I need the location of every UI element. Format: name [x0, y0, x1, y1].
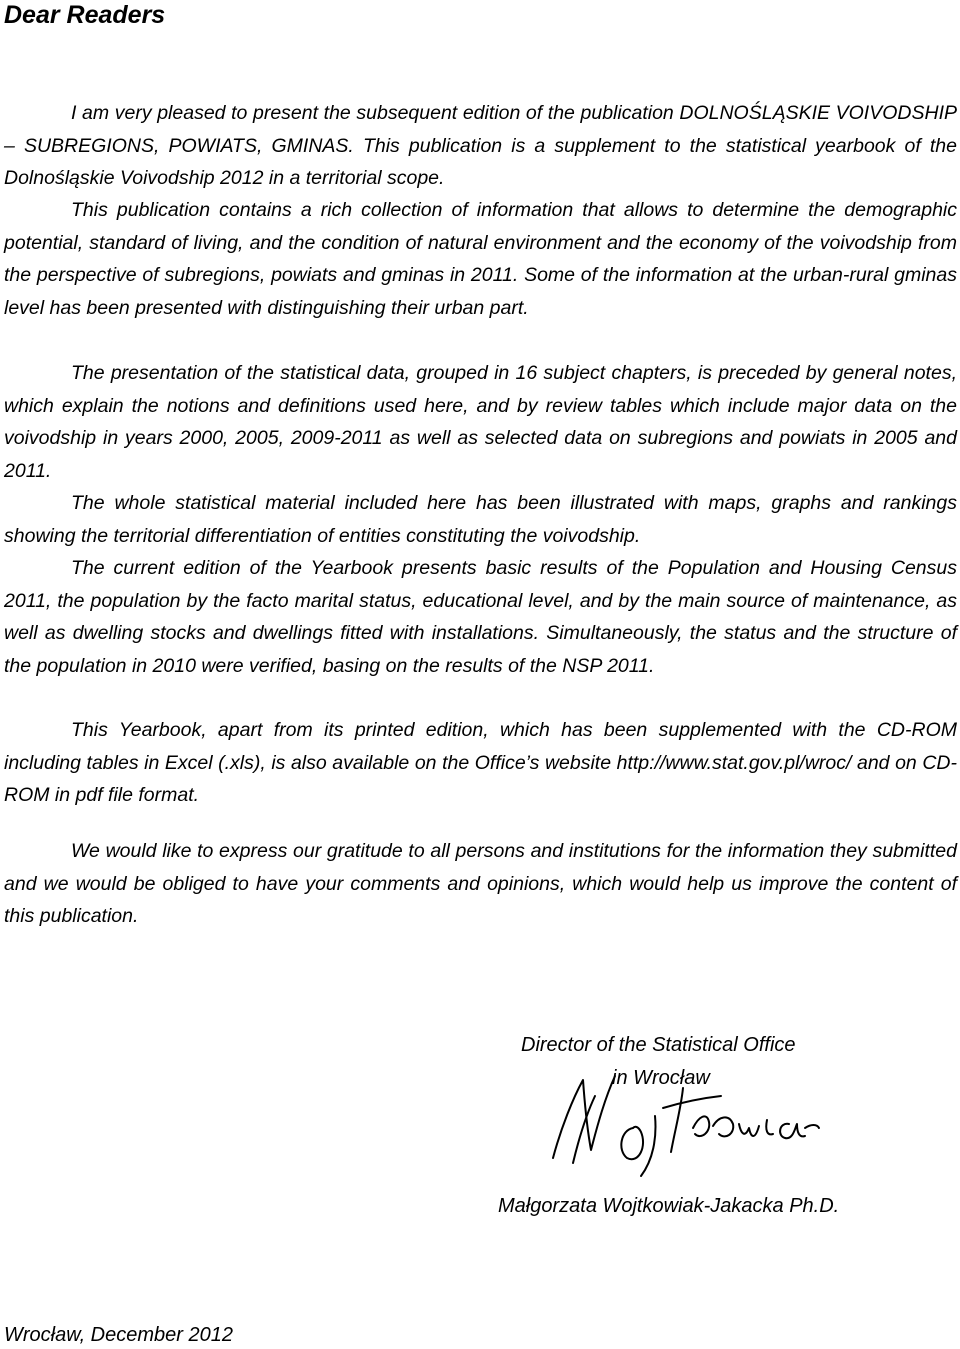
signatory-role-line-1: Director of the Statistical Office [521, 1034, 796, 1056]
census-paragraph: The current edition of the Yearbook presents basic results of the Population and Housing Census 2011, the population by the facto marital status, educational level, and by the main source of maintenance, as well as dwelling stocks and dwellings fitted with installations. Simultaneously, the status and the structure of the population in 2010 were verified, basing on the results of the NSP 2011. [4, 557, 957, 677]
page-title: Dear Readers [4, 1, 166, 29]
handwritten-signature-icon [543, 1068, 823, 1180]
signatory-role-line-2: in Wrocław [612, 1067, 710, 1089]
place-date: Wrocław, December 2012 [4, 1324, 233, 1346]
signatory-name: Małgorzata Wojtkowiak-Jakacka Ph.D. [498, 1195, 840, 1217]
intro-paragraph: I am very pleased to present the subsequent edition of the publication DOLNOŚLĄSKIE VOIVODSHIP – SUBREGIONS, POWIATS, GMINAS. This publication is a supplement to the statistical yearbook of the Dolnośląskie Voivodship 2012 in a territorial scope. [4, 102, 957, 189]
gratitude-paragraph: We would like to express our gratitude to all persons and institutions for the information they submitted and we would be obliged to have your comments and opinions, which would help us improve the content of this publication. [4, 840, 957, 927]
availability-paragraph: This Yearbook, apart from its printed edition, which has been supplemented with the CD-ROM including tables in Excel (.xls), is also available on the Office’s website http://www.stat.gov.pl/wroc/ and on CD-ROM in pdf file format. [4, 719, 957, 806]
illustration-paragraph: The whole statistical material included here has been illustrated with maps, graphs and rankings showing the territorial differentiation of entities constituting the voivodship. [4, 492, 957, 547]
structure-paragraph: The presentation of the statistical data, grouped in 16 subject chapters, is preceded by general notes, which explain the notions and definitions used here, and by review tables which include major data on the voivodship in years 2000, 2005, 2009-2011 as well as selected data on subregions and powiats in 2005 and 2011. [4, 362, 957, 482]
content-paragraph: This publication contains a rich collection of information that allows to determine the demographic potential, standard of living, and the condition of natural environment and the economy of the voivodship from the perspective of subregions, powiats and gminas in 2011. Some of the information at the urban-rural gminas level has been presented with distinguishing their urban part. [4, 199, 957, 319]
